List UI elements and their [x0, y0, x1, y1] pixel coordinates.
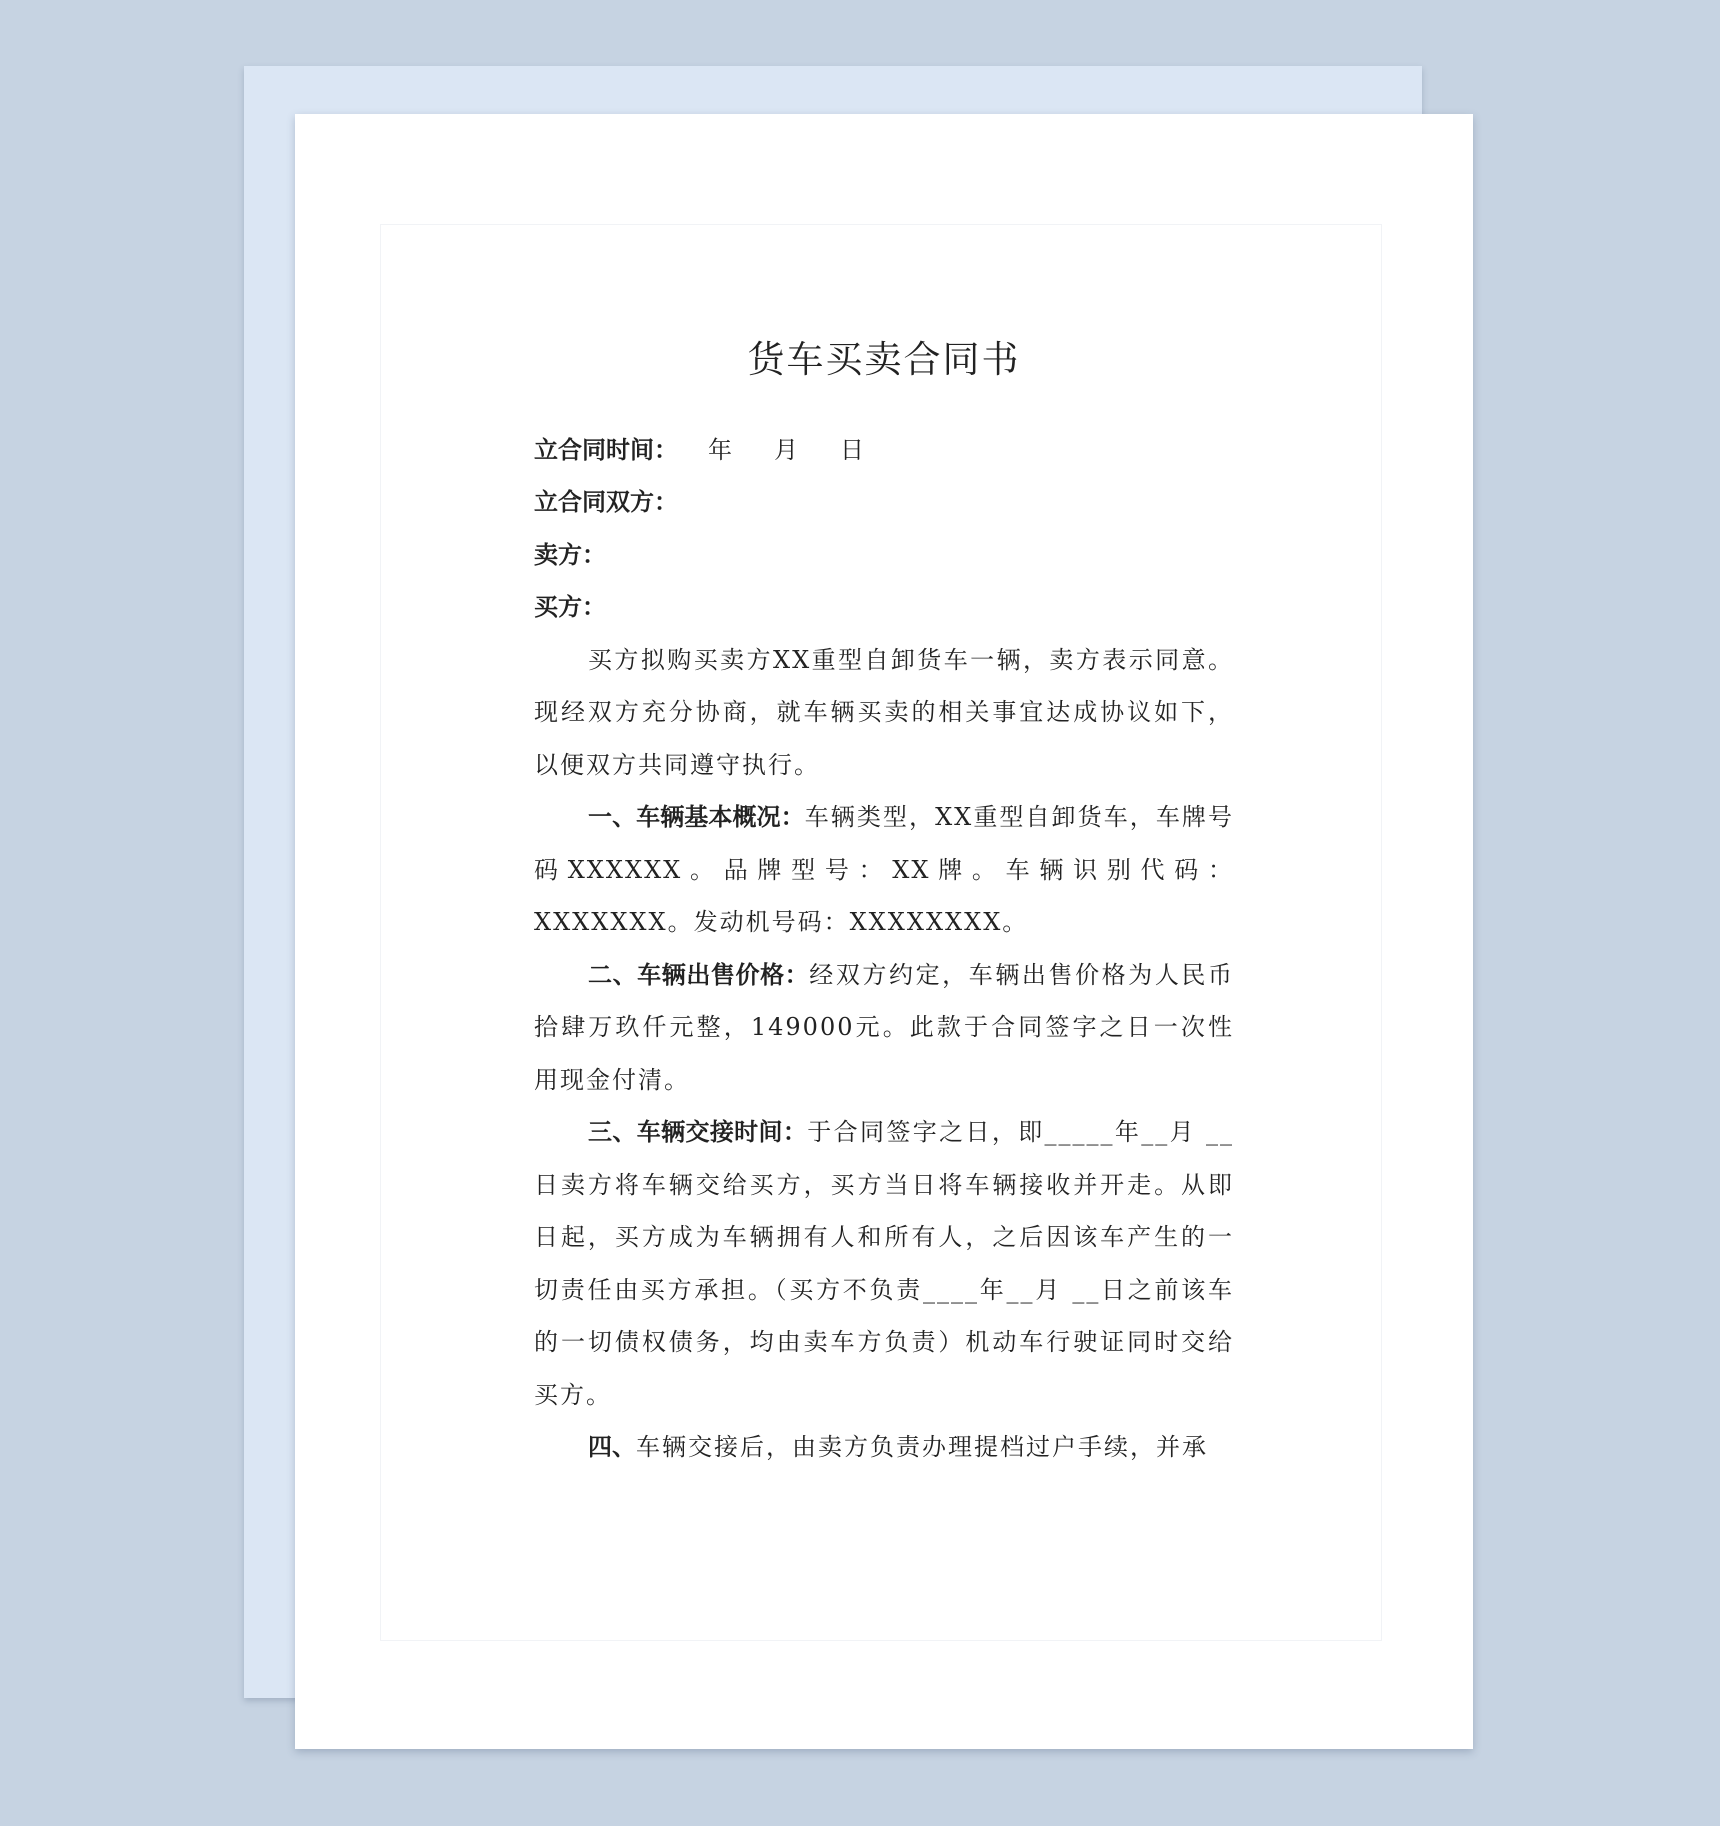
contract-date-label: 立合同时间：: [534, 435, 678, 464]
date-month: 月: [774, 435, 798, 464]
section-text: 经双方约定，车辆出售价格为人民币拾肆万玖仟元整，149000元。此款于合同签字之日一次性用现金付清。: [534, 960, 1234, 1094]
intro-paragraph: 买方拟购买卖方XX重型自卸货车一辆，卖方表示同意。现经双方充分协商，就车辆买卖的相关事宜达成协议如下，以便双方共同遵守执行。: [534, 645, 1234, 779]
section-vehicle-overview: [534, 791, 1234, 949]
document-body: [534, 334, 1234, 1474]
date-day: 日: [840, 435, 864, 464]
section-text: 车辆类型，XX重型自卸货车，车牌号码XXXXXX。品牌型号：XX牌。车辆识别代码：XXXXXXX。发动机号码：XXXXXXXX。: [534, 803, 1235, 937]
contract-parties-label: 立合同双方：: [534, 488, 678, 517]
section-handover-time: [534, 1106, 1234, 1421]
section-transfer: [534, 1421, 1234, 1474]
section-heading: 三、车辆交接时间：: [588, 1118, 808, 1147]
date-year: 年: [708, 435, 732, 464]
section-text: 车辆交接后，由卖方负责办理提档过户手续，并承: [636, 1433, 1208, 1462]
buyer-label: 买方：: [534, 593, 606, 622]
section-text: 于合同签字之日，即_____年__月 __日卖方将车辆交给买方，买方当日将车辆接收并开走。从即日起，买方成为车辆拥有人和所有人，之后因该车产生的一切责任由买方承担。（买方不负责____年__月 __日之前该车的一切债权债务，均由卖车方负责）机动车行驶证同时交给买方。: [534, 1118, 1234, 1409]
contract-date-line: [534, 424, 1234, 477]
section-heading: 一、车辆基本概况：: [588, 803, 805, 832]
section-heading: 四、: [588, 1433, 636, 1462]
section-sale-price: [534, 949, 1234, 1107]
document-title: 货车买卖合同书: [747, 338, 1021, 381]
document-page: [295, 114, 1473, 1749]
seller-label: 卖方：: [534, 540, 606, 569]
section-heading: 二、车辆出售价格：: [588, 960, 810, 989]
